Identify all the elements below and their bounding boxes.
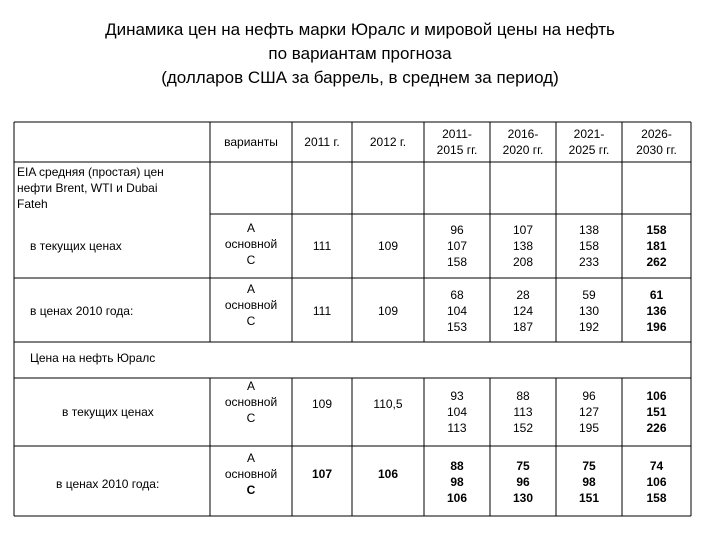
title-line-3: (долларов США за баррель, в среднем за период) — [161, 68, 559, 87]
section-eia-label: EIA средняя (простая) цен нефти Brent, WTI и Dubai Fateh — [17, 165, 164, 211]
row-4-label: в ценах 2010 года: — [56, 477, 160, 491]
row-3-variants: А основной С — [224, 379, 278, 425]
row-4-2016-2020: 75 96 130 — [512, 459, 534, 505]
row-2-2011: 111 — [312, 304, 332, 318]
row-3-2026-2030: 106 151 226 — [646, 389, 667, 435]
title-line-1: Динамика цен на нефть марки Юралс и мировой цены на нефть — [105, 20, 615, 39]
row-1-2016-2020: 107 138 208 — [512, 223, 534, 269]
row-4-variants: А основной С — [224, 451, 278, 497]
row-1-2011-2015: 96 107 158 — [446, 223, 468, 269]
row-4-2011: 107 — [311, 467, 333, 481]
row-4-2021-2025: 75 98 151 — [578, 459, 600, 505]
section-urals-label: Цена на нефть Юралс — [30, 351, 156, 365]
row-3-2012: 110,5 — [373, 397, 403, 411]
row-2-2021-2025: 59 130 192 — [578, 288, 600, 334]
header-2021-2025: 2021- 2025 гг. — [568, 127, 610, 157]
row-3-2021-2025: 96 127 195 — [578, 389, 600, 435]
row-2-2016-2020: 28 124 187 — [512, 288, 534, 334]
header-2011-2015: 2011- 2015 гг. — [436, 127, 478, 157]
row-1-2011: 111 — [312, 239, 332, 253]
header-variants: варианты — [224, 135, 278, 149]
row-3-label: в текущих ценах — [62, 405, 154, 419]
row-1-2012: 109 — [377, 239, 399, 253]
row-3-2016-2020: 88 113 152 — [512, 389, 534, 435]
header-2026-2030: 2026- 2030 гг. — [636, 127, 677, 157]
row-2-2012: 109 — [377, 304, 399, 318]
row-1-label: в текущих ценах — [30, 239, 122, 253]
row-2-2011-2015: 68 104 153 — [446, 288, 468, 334]
row-4-2011-2015: 88 98 106 — [446, 459, 468, 505]
row-1-2026-2030: 158 181 262 — [646, 223, 667, 269]
row-1-variants: А основной С — [224, 221, 278, 267]
header-2011: 2011 г. — [304, 135, 340, 149]
header-2016-2020: 2016- 2020 гг. — [502, 127, 544, 157]
row-2-2026-2030: 61 136 196 — [646, 288, 667, 334]
row-3-2011: 109 — [311, 397, 333, 411]
row-2-variants: А основной С — [224, 282, 278, 328]
row-2-label: в ценах 2010 года: — [30, 304, 134, 318]
row-4-2026-2030: 74 106 158 — [646, 459, 667, 505]
title-line-2: по вариантам прогноза — [268, 44, 452, 63]
row-4-2012: 106 — [377, 467, 399, 481]
header-2012: 2012 г. — [369, 135, 407, 149]
row-3-2011-2015: 93 104 113 — [446, 389, 468, 435]
row-1-2021-2025: 138 158 233 — [578, 223, 600, 269]
